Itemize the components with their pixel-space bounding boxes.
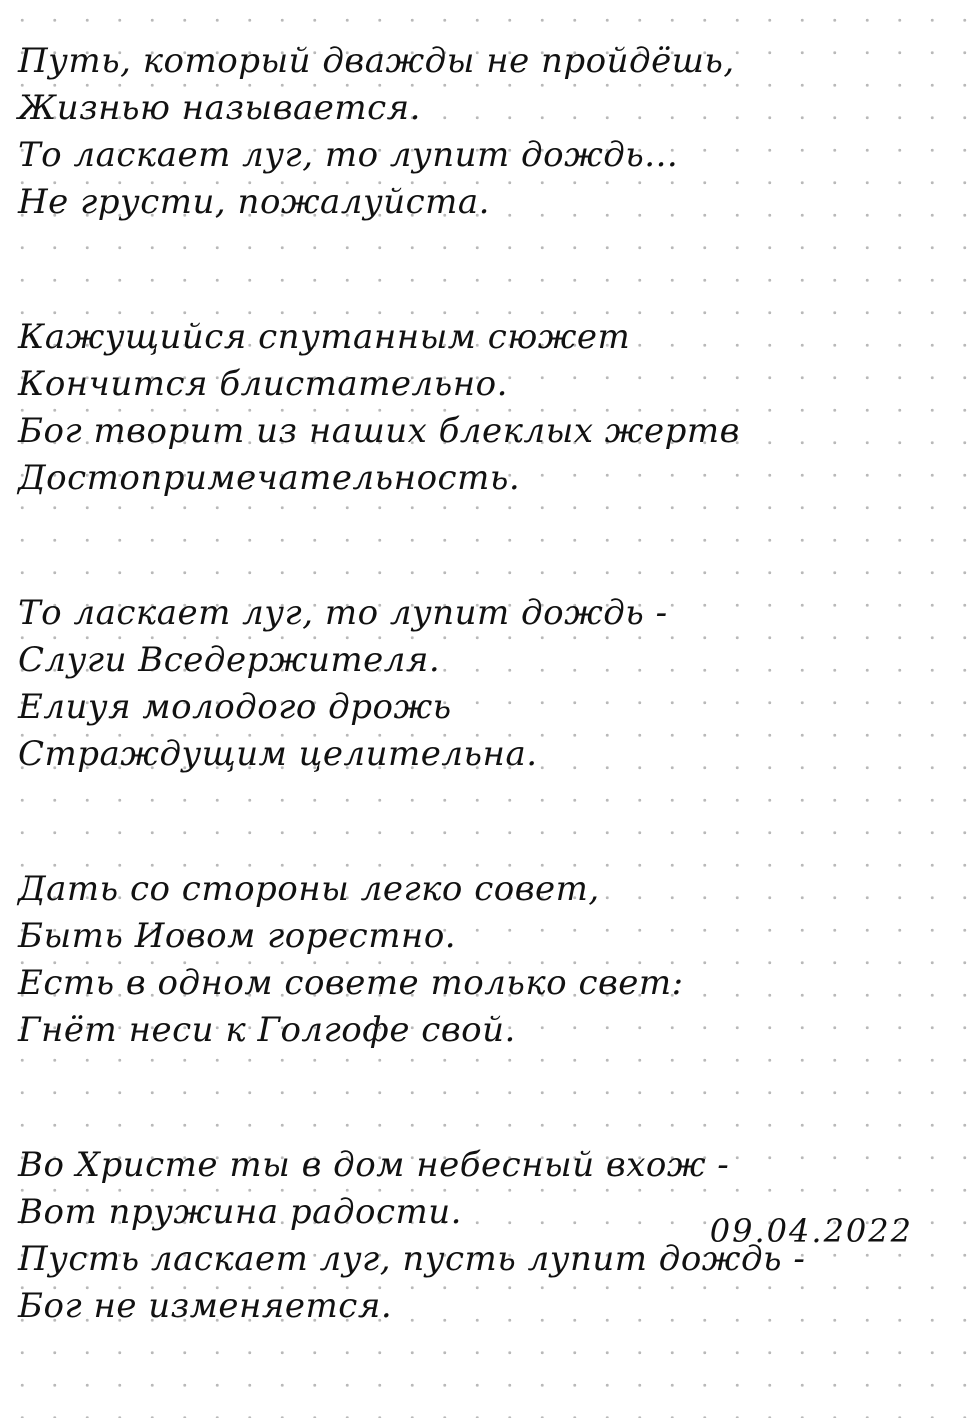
poem-line: Не грусти, пожалуйста. bbox=[18, 182, 490, 222]
poem-line: Достопримечательность. bbox=[18, 458, 521, 498]
poem-line: Кончится блистательно. bbox=[18, 364, 508, 404]
poem-line: Гнёт неси к Голгофе свой. bbox=[18, 1010, 516, 1050]
stanza-1 bbox=[18, 38, 948, 226]
poem-line: Дать со стороны легко совет, bbox=[18, 869, 600, 909]
poem-line: Пусть ласкает луг, пусть лупит дождь - bbox=[18, 1239, 806, 1279]
poem-line: Есть в одном совете только свет: bbox=[18, 963, 684, 1003]
date-stamp: 09.04.2022 bbox=[709, 1212, 913, 1250]
stanza-2 bbox=[18, 314, 948, 502]
stanza-4 bbox=[18, 866, 948, 1054]
poem-line: Елиуя молодого дрожь bbox=[18, 687, 452, 727]
poem-line: Страждущим целительна. bbox=[18, 734, 538, 774]
poem-line: Путь, который дважды не пройдёшь, bbox=[18, 41, 735, 81]
poem-line: Быть Иовом горестно. bbox=[18, 916, 457, 956]
poem-line: То ласкает луг, то лупит дождь - bbox=[18, 593, 668, 633]
poem-line: Бог творит из наших блеклых жертв bbox=[18, 411, 740, 451]
stanza-3 bbox=[18, 590, 948, 778]
poem-line: Кажущийся спутанным сюжет bbox=[18, 317, 631, 357]
poem-line: Вот пружина радости. bbox=[18, 1192, 462, 1232]
poem-line: Слуги Вседержителя. bbox=[18, 640, 441, 680]
poem-line: Жизнью называется. bbox=[18, 88, 421, 128]
poem-line: Бог не изменяется. bbox=[18, 1286, 393, 1326]
poem-line: То ласкает луг, то лупит дождь... bbox=[18, 135, 679, 175]
poem-line: Во Христе ты в дом небесный вхож - bbox=[18, 1145, 730, 1185]
